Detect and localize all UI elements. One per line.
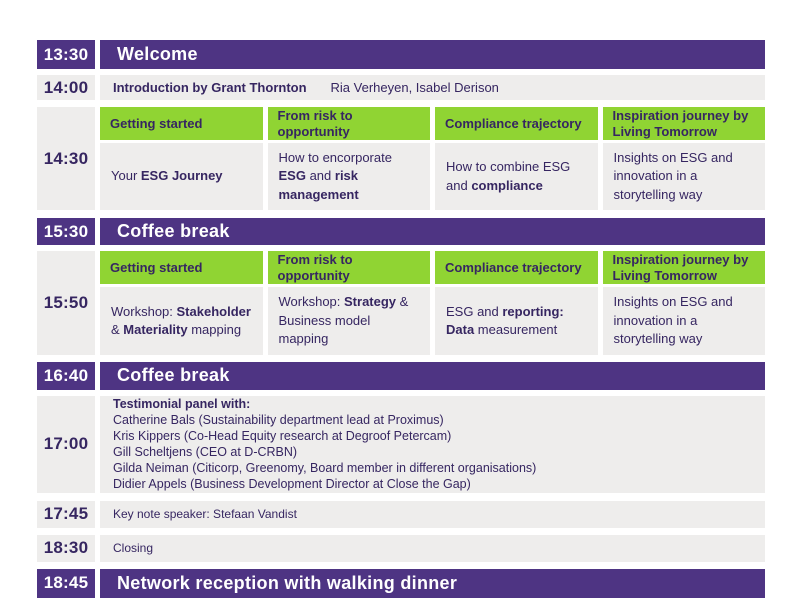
keynote-cell: Key note speaker: Stefaan Vandist: [100, 501, 765, 528]
testimonial-line: Gill Scheltjens (CEO at D-CRBN): [113, 445, 298, 460]
session-cell: Workshop: Stakeholder & Materiality mapping: [100, 287, 263, 354]
introduction-title: Introduction by Grant Thornton: [113, 80, 307, 95]
time-label-1530: 15:30: [37, 218, 95, 245]
session-cell: Your ESG Journey: [100, 143, 263, 210]
time-label-1640: 16:40: [37, 362, 95, 390]
testimonial-cell: [100, 396, 765, 493]
track-header-inspiration: Inspiration journey by Living Tomorrow: [603, 251, 766, 284]
coffee-break-title-bar: Coffee break: [100, 218, 765, 245]
testimonial-line: Gilda Neiman (Citicorp, Greenomy, Board member in different organisations): [113, 461, 537, 476]
session-cell: How to encorporate ESG and risk management: [268, 143, 431, 210]
session-cell: ESG and reporting: Data measurement: [435, 287, 598, 354]
introduction-row: [37, 75, 765, 100]
track-column-getting-started: [100, 251, 263, 354]
testimonial-line: Didier Appels (Business Development Director at Close the Gap): [113, 477, 471, 492]
session-cell: Workshop: Strategy & Business model mapping: [268, 287, 431, 354]
introduction-speakers: Ria Verheyen, Isabel Derison: [330, 80, 499, 95]
track-header-risk-opportunity: From risk to opportunity: [268, 107, 431, 140]
track-header-inspiration: Inspiration journey by Living Tomorrow: [603, 107, 766, 140]
session-row-1430: [37, 107, 765, 210]
track-column-risk-opportunity: [268, 107, 431, 210]
track-header-compliance: Compliance trajectory: [435, 107, 598, 140]
time-label-1830: 18:30: [37, 535, 95, 562]
session-cell: How to combine ESG and compliance: [435, 143, 598, 210]
track-column-compliance: [435, 107, 598, 210]
session-cell: Insights on ESG and innovation in a storytelling way: [603, 143, 766, 210]
track-header-getting-started: Getting started: [100, 251, 263, 284]
closing-row: [37, 535, 765, 562]
coffee-break-row-2: [37, 362, 765, 390]
coffee-break-row-1: [37, 218, 765, 245]
time-label-1550: 15:50: [37, 251, 95, 354]
time-label-1745: 17:45: [37, 501, 95, 528]
time-label-1400: 14:00: [37, 75, 95, 100]
track-header-compliance: Compliance trajectory: [435, 251, 598, 284]
event-agenda: [37, 40, 765, 598]
introduction-cell: [100, 75, 765, 100]
session-cell: Insights on ESG and innovation in a storytelling way: [603, 287, 766, 354]
network-reception-row: [37, 569, 765, 598]
testimonial-line: Kris Kippers (Co-Head Equity research at Degroof Petercam): [113, 429, 452, 444]
track-column-risk-opportunity: [268, 251, 431, 354]
time-label-1430: 14:30: [37, 107, 95, 210]
track-header-risk-opportunity: From risk to opportunity: [268, 251, 431, 284]
track-column-inspiration: [603, 107, 766, 210]
testimonial-heading: Testimonial panel with:: [113, 397, 251, 412]
track-header-getting-started: Getting started: [100, 107, 263, 140]
track-column-getting-started: [100, 107, 263, 210]
track-column-compliance: [435, 251, 598, 354]
track-column-inspiration: [603, 251, 766, 354]
welcome-row: [37, 40, 765, 69]
testimonial-row: [37, 396, 765, 493]
time-label-1845: 18:45: [37, 569, 95, 598]
closing-cell: Closing: [100, 535, 765, 562]
welcome-title-bar: Welcome: [100, 40, 765, 69]
session-row-1550: [37, 251, 765, 354]
time-label-1330: 13:30: [37, 40, 95, 69]
time-label-1700: 17:00: [37, 396, 95, 493]
coffee-break-title-bar: Coffee break: [100, 362, 765, 390]
keynote-row: [37, 501, 765, 528]
network-reception-title-bar: Network reception with walking dinner: [100, 569, 765, 598]
testimonial-line: Catherine Bals (Sustainability department lead at Proximus): [113, 413, 444, 428]
